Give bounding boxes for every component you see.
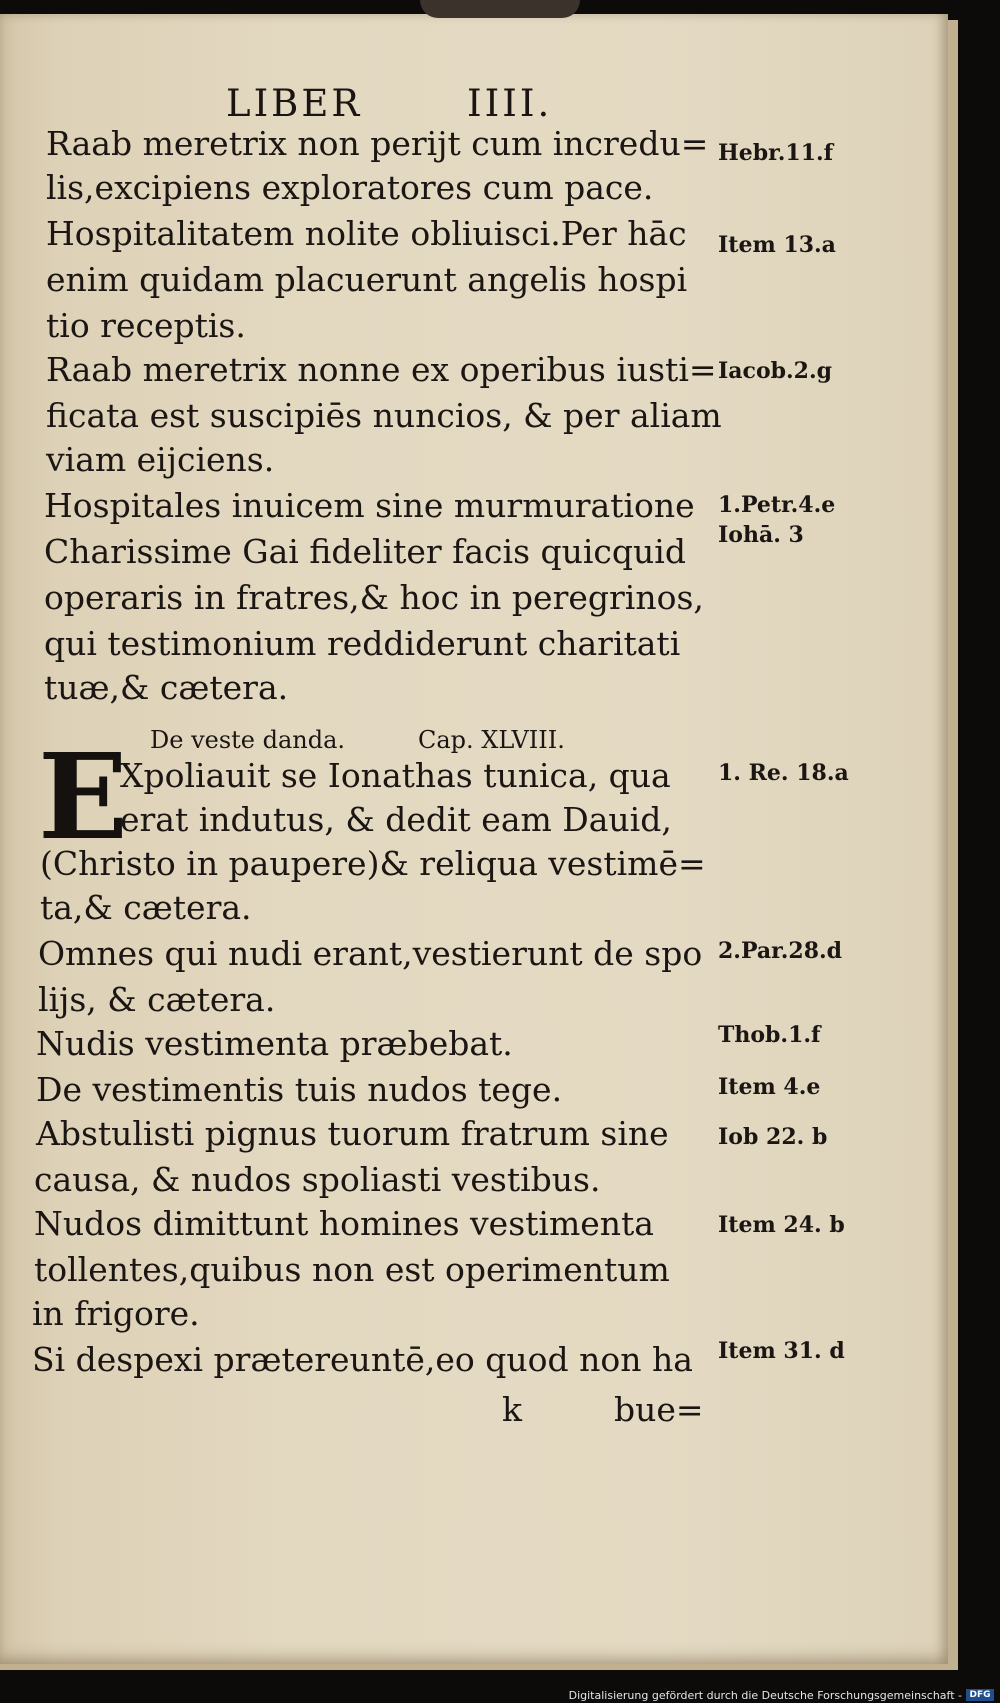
text-line: ta,& cætera.	[40, 888, 252, 927]
marginal-note: 1.Petr.4.e	[718, 492, 836, 518]
marginal-note: Iob 22. b	[718, 1124, 828, 1150]
text-line: qui testimonium reddiderunt charitati	[44, 624, 681, 663]
text-line: Xpoliauit se Ionathas tunica, qua	[120, 756, 671, 795]
running-head	[226, 82, 552, 125]
text-line: Charissime Gai fideliter facis quicquid	[44, 532, 686, 571]
book-page	[0, 14, 948, 1664]
text-line: in frigore.	[32, 1294, 200, 1333]
text-line: erat indutus, & dedit eam Dauid,	[120, 800, 672, 839]
marginal-note: Item 13.a	[718, 232, 836, 258]
text-line: De vestimentis tuis nudos tege.	[36, 1070, 563, 1109]
text-line: Nudis vestimenta præbebat.	[36, 1024, 513, 1063]
text-line: tio receptis.	[46, 306, 246, 345]
footer-bar	[0, 1686, 1000, 1703]
text-line: Hospitalitatem nolite obliuisci.Per hāc	[46, 214, 687, 253]
catchword: bue=	[614, 1390, 704, 1429]
text-line: Si despexi prætereuntē,eo quod non ha	[32, 1340, 693, 1379]
decorated-initial: E	[38, 727, 128, 866]
text-line: tuæ,& cætera.	[44, 668, 289, 707]
chapter-number: Cap. XLVIII.	[418, 726, 565, 754]
marginal-note: 2.Par.28.d	[718, 938, 843, 964]
chapter-title: De veste danda.	[150, 726, 346, 754]
text-line: enim quidam placuerunt angelis hospi	[46, 260, 688, 299]
marginal-note: 1. Re. 18.a	[718, 760, 849, 786]
text-line: operaris in fratres,& hoc in peregrinos,	[44, 578, 704, 617]
text-line: lijs, & cætera.	[38, 980, 276, 1019]
text-line: Omnes qui nudi erant,vestierunt de spo	[38, 934, 703, 973]
marginal-note: Iacob.2.g	[718, 358, 833, 384]
text-line: viam eijciens.	[46, 440, 275, 479]
text-line: tollentes,quibus non est operimentum	[34, 1250, 670, 1289]
text-line: ficata est suscipiēs nuncios, & per aliam	[46, 396, 722, 435]
marginal-note: Item 31. d	[718, 1338, 845, 1364]
signature-mark: k	[502, 1390, 522, 1429]
marginal-note: Thob.1.f	[718, 1022, 821, 1048]
marginal-note: Hebr.11.f	[718, 140, 834, 166]
text-line: Hospitales inuicem sine murmuratione	[44, 486, 695, 525]
dfg-logo: DFG	[966, 1689, 994, 1701]
text-line: Nudos dimittunt homines vestimenta	[34, 1204, 654, 1243]
marginal-note: Iohā. 3	[718, 522, 804, 548]
marginal-note: Item 4.e	[718, 1074, 821, 1100]
text-line: Raab meretrix nonne ex operibus iusti=	[46, 350, 717, 389]
text-line: causa, & nudos spoliasti vestibus.	[34, 1160, 601, 1199]
text-line: (Christo in paupere)& reliqua vestimē=	[40, 844, 706, 883]
chapter-heading	[150, 726, 565, 754]
text-line: lis,excipiens exploratores cum pace.	[46, 168, 654, 207]
running-head-number: IIII.	[467, 82, 553, 125]
marginal-note: Item 24. b	[718, 1212, 845, 1238]
text-line: Raab meretrix non perijt cum incredu=	[46, 124, 709, 163]
footer-text: Digitalisierung gefördert durch die Deutsche Forschungsgemeinschaft -	[568, 1689, 962, 1702]
text-line: Abstulisti pignus tuorum fratrum sine	[36, 1114, 669, 1153]
binding-shadow	[420, 0, 580, 18]
running-head-liber: LIBER	[226, 82, 363, 125]
